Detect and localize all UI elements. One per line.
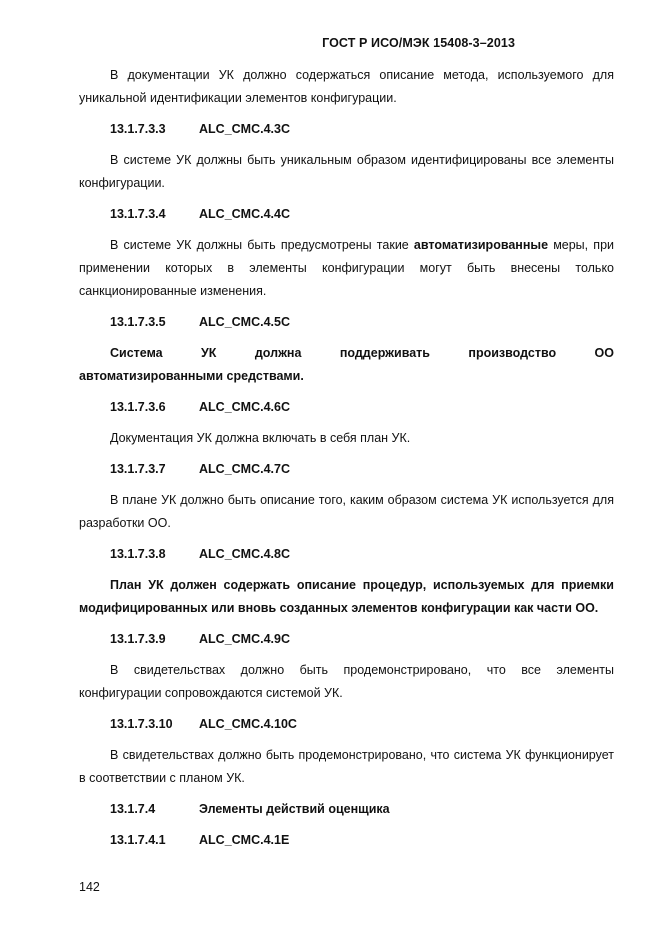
section-heading xyxy=(79,458,614,481)
section-heading xyxy=(79,311,614,334)
section-title: ALC_CMC.4.3C xyxy=(199,122,290,136)
text-run: В системе УК должны быть предусмотрены такие xyxy=(110,238,414,252)
section-heading xyxy=(79,118,614,141)
section-number: 13.1.7.4 xyxy=(110,802,156,816)
section-title: ALC_CMC.4.7C xyxy=(199,462,290,476)
emphasis-text: автоматизированные xyxy=(413,238,549,252)
section-number: 13.1.7.3.7 xyxy=(110,462,166,476)
paragraph-bold: автоматизированными средствами. xyxy=(79,369,304,383)
section-number: 13.1.7.3.8 xyxy=(110,547,166,561)
section-number: 13.1.7.3.3 xyxy=(110,122,166,136)
document-body xyxy=(79,64,614,852)
section-heading xyxy=(79,396,614,419)
section-number: 13.1.7.3.4 xyxy=(110,207,166,221)
section-title: ALC_CMC.4.4C xyxy=(199,207,290,221)
paragraph: В документации УК должно содержаться описание метода, используемого для уникальной идентификации элементов конфигурации. xyxy=(79,68,614,105)
section-title: ALC_CMC.4.9C xyxy=(199,632,290,646)
section-title: ALC_CMC.4.8C xyxy=(199,547,290,561)
section-heading xyxy=(79,203,614,226)
paragraph-bold: План УК должен содержать описание процедур, используемых для приемки модифицированных или вновь созданных элементов конфигурации как части ОО. xyxy=(79,578,614,615)
section-heading xyxy=(79,798,614,821)
section-heading xyxy=(79,543,614,566)
paragraph-bold: Система УК должна поддерживать производство ОО xyxy=(110,346,614,360)
section-heading xyxy=(79,713,614,736)
paragraph: В свидетельствах должно быть продемонстрировано, что система УК функционирует в соответствии с планом УК. xyxy=(79,748,614,785)
section-heading xyxy=(79,628,614,651)
section-number: 13.1.7.3.10 xyxy=(110,717,173,731)
section-number: 13.1.7.4.1 xyxy=(110,833,166,847)
section-title: ALC_CMC.4.10C xyxy=(199,717,297,731)
section-title: Элементы действий оценщика xyxy=(199,802,390,816)
paragraph: В плане УК должно быть описание того, каким образом система УК используется для разработки ОО. xyxy=(79,493,614,530)
paragraph: Документация УК должна включать в себя план УК. xyxy=(110,431,411,445)
paragraph: В свидетельствах должно быть продемонстрировано, что все элементы конфигурации сопровождаются системой УК. xyxy=(79,663,614,700)
section-number: 13.1.7.3.5 xyxy=(110,315,166,329)
section-number: 13.1.7.3.6 xyxy=(110,400,166,414)
paragraph xyxy=(79,234,614,303)
document-header: ГОСТ Р ИСО/МЭК 15408-3–2013 xyxy=(322,36,515,50)
page-number: 142 xyxy=(79,880,100,894)
section-title: ALC_CMC.4.6C xyxy=(199,400,290,414)
section-number: 13.1.7.3.9 xyxy=(110,632,166,646)
section-title: ALC_CMC.4.5C xyxy=(199,315,290,329)
paragraph: В системе УК должны быть уникальным образом идентифицированы все элементы конфигурации. xyxy=(79,153,614,190)
section-title: ALC_CMC.4.1E xyxy=(199,833,290,847)
text-run: меры, при применении которых в элементы конфигурации могут быть внесены только санкционированные изменения. xyxy=(79,238,615,298)
section-heading xyxy=(79,829,614,852)
